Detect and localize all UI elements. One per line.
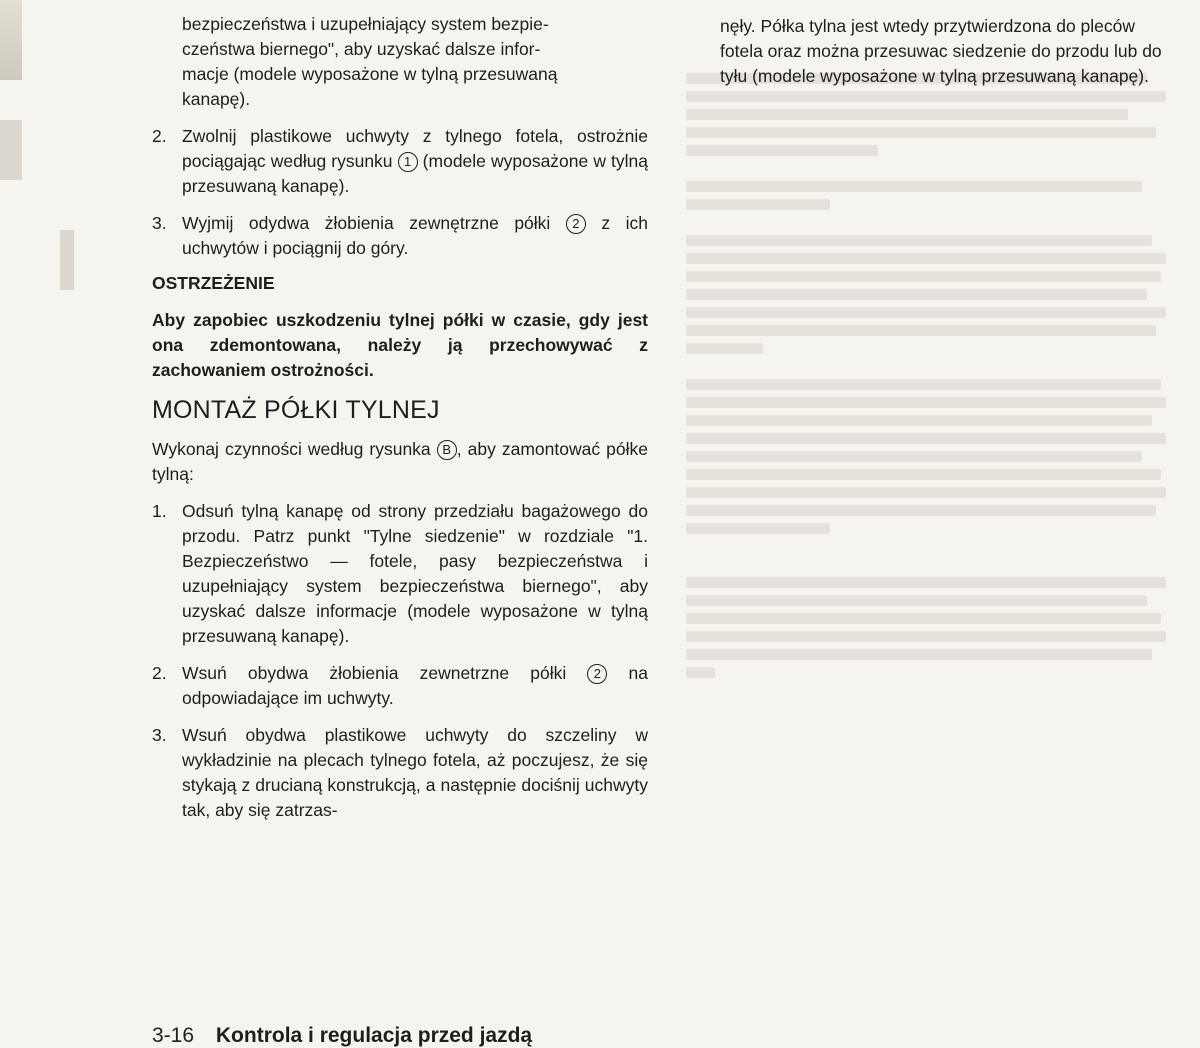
text-line: macje (modele wyposażone w tylną przesuwaną [182, 64, 558, 84]
circled-marker-icon: B [437, 440, 457, 460]
step-number: 1. [152, 501, 167, 521]
step-number: 3. [152, 725, 167, 745]
page-edge-shadow [60, 230, 74, 290]
page-edge-shadow [0, 0, 22, 80]
circled-marker-icon: 1 [398, 152, 418, 172]
mount-step [152, 661, 648, 711]
warning-body: Aby zapobiec uszkodzeniu tylnej półki w czasie, gdy jest ona zdemontowana, należy ją przechowywać z zachowaniem ostrożności. [152, 310, 648, 380]
step-text: Zwolnij plastikowe uchwyty z tylnego fotela, ostrożnie pociągając według rysunku [182, 126, 648, 171]
step-text: Odsuń tylną kanapę od strony przedziału bagażowego do przodu. Patrz punkt "Tylne siedzenie" w rozdziale "1. Bezpieczeństwo — fotele, pasy bezpieczeństwa i uzupełniający system bezpieczeństwa biernego", aby uzyskać dalsze informacje (modele wyposażone w tylną przesuwaną kanapę). [182, 501, 648, 646]
mount-step [152, 723, 648, 823]
removal-step [152, 211, 648, 261]
step-number: 2. [152, 126, 167, 146]
removal-step [152, 124, 648, 199]
step-text: Wyjmij odydwa żłobienia zewnętrzne półki [182, 213, 566, 233]
page-number: 3-16 [152, 1024, 195, 1047]
step-text: z ich uchwytów i pociągnij do góry. [182, 213, 648, 258]
continued-paragraph [152, 12, 648, 112]
page-edge-shadow [0, 120, 22, 180]
step-number: 3. [152, 213, 167, 233]
reverse-page-bleed-through [686, 66, 1166, 684]
step-text: Wsuń obydwa żłobienia zewnetrzne półki [182, 663, 588, 683]
left-column [152, 12, 648, 823]
step-text: (modele wyposażone w tylną przesuwaną kanapę). [182, 151, 648, 196]
circled-marker-icon: 2 [587, 664, 607, 684]
text-line: bezpieczeństwa i uzupełniający system bezpie- [182, 14, 549, 34]
continued-paragraph: nęły. Półka tylna jest wtedy przytwierdzona do pleców fotela oraz można przesuwac siedzenie do przodu lub do tyłu (modele wyposażone w tylną przesuwaną kanapę). [720, 16, 1162, 86]
page-footer [152, 1024, 532, 1048]
warning-title: OSTRZEŻENIE [152, 273, 275, 293]
mount-step [152, 499, 648, 649]
text-line: czeństwa biernego", aby uzyskać dalsze infor- [182, 39, 541, 59]
step-text: na odpowiadające im uchwyty. [182, 663, 649, 708]
step-number: 2. [152, 663, 167, 683]
step-text: Wsuń obydwa plastikowe uchwyty do szczeliny w wykładzinie na plecach tylnego fotela, aż poczujesz, że się stykają z drucianą konstrukcją, a następnie dociśnij uchwyty tak, aby się zatrzas- [182, 725, 648, 820]
circled-marker-icon: 2 [566, 214, 586, 234]
section-intro: Wykonaj czynności według rysunka B , aby zamontować półke tylną: [152, 439, 648, 484]
text-line: kanapę). [182, 89, 251, 109]
right-column [720, 14, 1182, 89]
chapter-title: Kontrola i regulacja przed jazdą [215, 1024, 533, 1047]
section-title: MONTAŻ PÓŁKI TYLNEJ [152, 396, 440, 424]
